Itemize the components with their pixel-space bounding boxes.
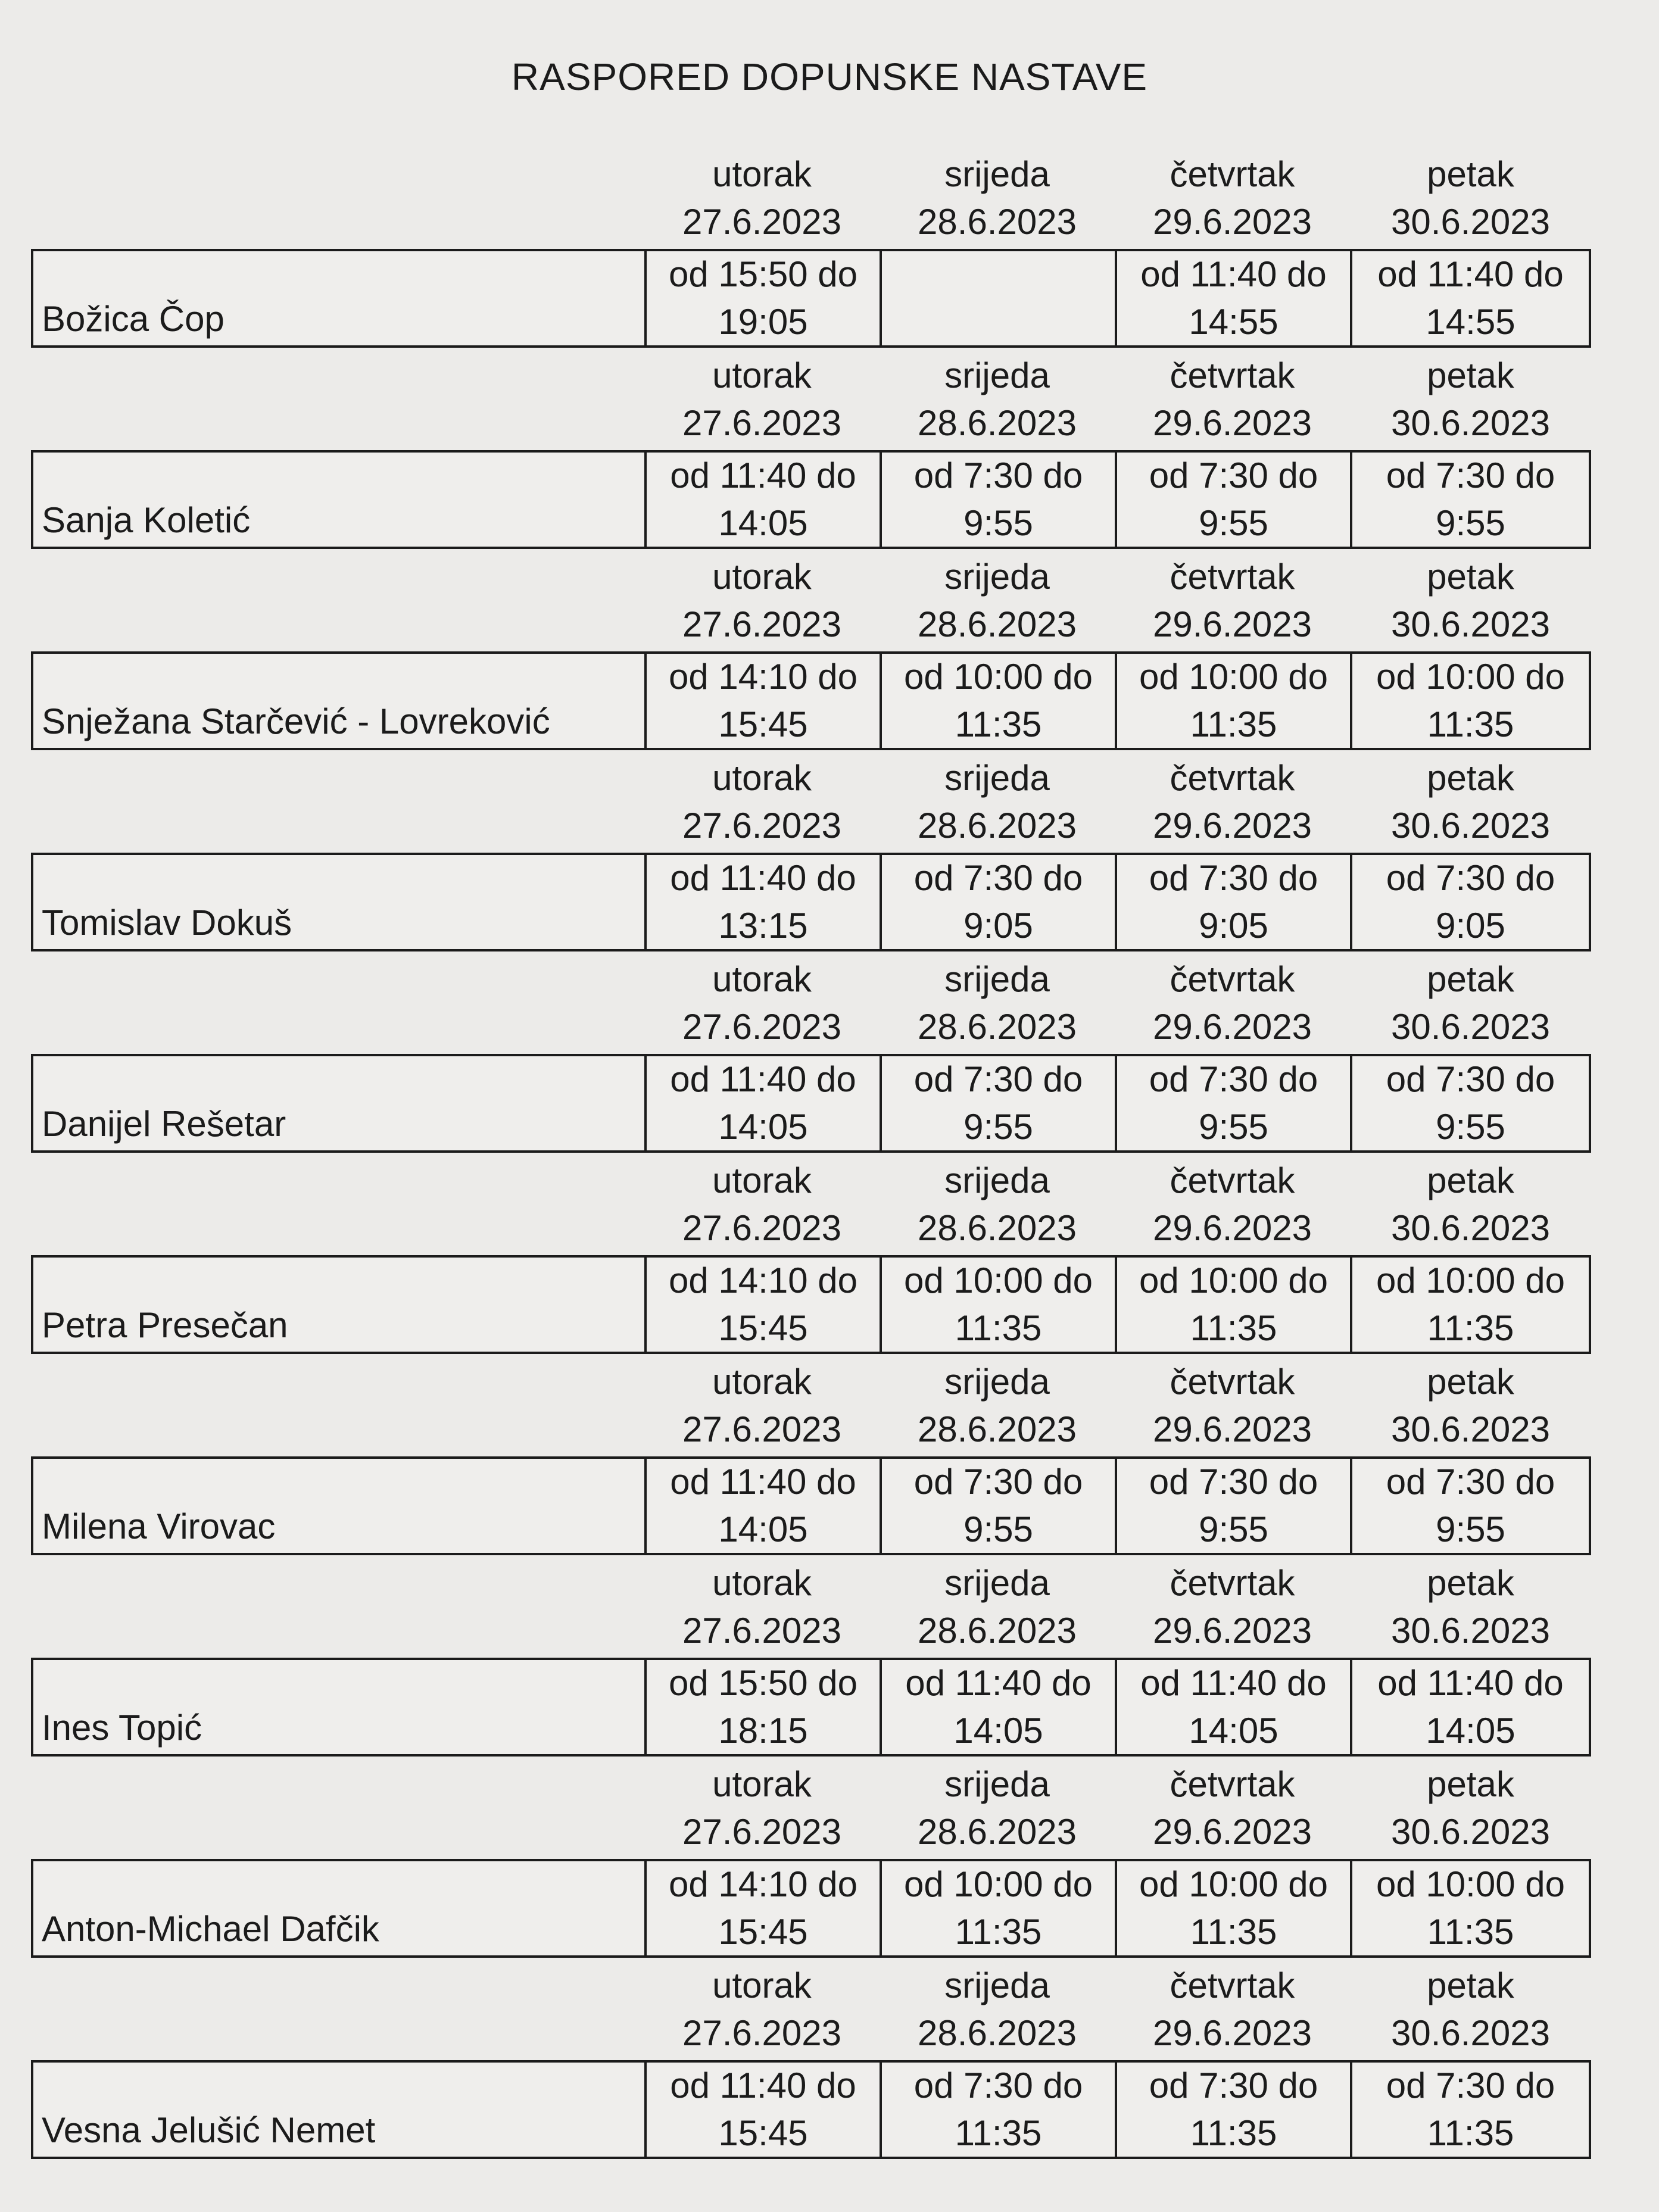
schedule-block <box>31 1558 1591 1759</box>
time-to: 19:05 <box>718 302 808 342</box>
day-header <box>644 1356 880 1455</box>
day-date: 28.6.2023 <box>918 2013 1077 2053</box>
day-header <box>880 350 1115 449</box>
time-from: od 7:30 do <box>913 2066 1083 2105</box>
day-name: četvrtak <box>1170 1160 1295 1200</box>
time-slot-cell <box>880 1258 1115 1352</box>
time-from: od 10:00 do <box>904 1864 1093 1904</box>
time-from: od 10:00 do <box>1376 1261 1565 1300</box>
teacher-name: Danijel Rešetar <box>42 1104 286 1144</box>
teacher-row <box>31 1859 1591 1958</box>
day-name: petak <box>1427 557 1514 597</box>
teacher-row <box>31 1658 1591 1757</box>
time-to: 9:55 <box>1199 1107 1268 1147</box>
teacher-name: Snježana Starčević - Lovreković <box>42 701 550 741</box>
time-slot-cell <box>880 453 1115 547</box>
day-header <box>1115 1960 1350 2059</box>
day-header <box>1350 149 1591 248</box>
time-slot-cell <box>644 855 880 949</box>
time-slot-cell <box>880 654 1115 748</box>
day-date: 27.6.2023 <box>682 1812 841 1852</box>
day-date: 28.6.2023 <box>918 1611 1077 1651</box>
day-name: četvrtak <box>1170 959 1295 999</box>
day-date: 29.6.2023 <box>1153 806 1312 846</box>
time-from: od 15:50 do <box>669 254 857 294</box>
schedule-block <box>31 753 1591 954</box>
time-from: od 11:40 do <box>905 1663 1092 1703</box>
time-to: 9:55 <box>1436 1509 1505 1549</box>
time-to: 11:35 <box>1427 704 1514 744</box>
day-name: utorak <box>712 1764 812 1804</box>
day-header <box>1115 149 1350 248</box>
time-from: od 11:40 do <box>670 858 856 898</box>
schedule-block <box>31 149 1591 350</box>
day-date: 27.6.2023 <box>682 202 841 242</box>
teacher-row <box>31 1255 1591 1354</box>
teacher-name: Ines Topić <box>42 1708 202 1748</box>
time-to: 14:55 <box>1426 302 1515 342</box>
day-header <box>1350 753 1591 851</box>
time-slot-cell <box>880 1056 1115 1150</box>
day-date: 27.6.2023 <box>682 1208 841 1248</box>
day-name: petak <box>1427 355 1514 395</box>
time-slot-cell <box>1115 855 1350 949</box>
time-to: 13:15 <box>718 906 808 946</box>
day-date: 28.6.2023 <box>918 806 1077 846</box>
day-header <box>644 350 880 449</box>
day-date: 30.6.2023 <box>1391 403 1550 443</box>
time-to: 9:55 <box>963 1509 1033 1549</box>
day-name: utorak <box>712 758 812 798</box>
time-to: 14:05 <box>718 1107 808 1147</box>
document-title: RASPORED DOPUNSKE NASTAVE <box>511 55 1148 98</box>
time-from: od 7:30 do <box>1149 2066 1318 2105</box>
time-slot-cell <box>1350 1258 1589 1352</box>
time-slot-cell <box>880 1660 1115 1754</box>
schedule-block <box>31 1960 1591 2161</box>
day-header <box>644 753 880 851</box>
day-date: 27.6.2023 <box>682 1611 841 1651</box>
day-header <box>1350 1558 1591 1656</box>
time-slot-cell <box>644 1258 880 1352</box>
teacher-row <box>31 2060 1591 2159</box>
time-to: 11:35 <box>955 1308 1042 1348</box>
day-header <box>1115 1759 1350 1858</box>
day-date: 30.6.2023 <box>1391 1611 1550 1651</box>
time-slot-cell <box>880 251 1115 345</box>
time-to: 9:55 <box>1199 503 1268 543</box>
day-name: utorak <box>712 557 812 597</box>
day-header <box>1115 551 1350 650</box>
day-date: 29.6.2023 <box>1153 1208 1312 1248</box>
day-date: 30.6.2023 <box>1391 202 1550 242</box>
day-date: 30.6.2023 <box>1391 806 1550 846</box>
day-name: petak <box>1427 154 1514 194</box>
time-slot-cell <box>1115 1459 1350 1553</box>
teacher-name: Sanja Koletić <box>42 500 251 540</box>
day-date: 30.6.2023 <box>1391 2013 1550 2053</box>
schedule-block <box>31 551 1591 753</box>
day-header <box>880 1960 1115 2059</box>
day-name: utorak <box>712 154 812 194</box>
day-header <box>1350 1759 1591 1858</box>
time-slot-cell <box>1350 2063 1589 2157</box>
time-from: od 7:30 do <box>1149 1462 1318 1502</box>
day-name: srijeda <box>944 557 1050 597</box>
time-from: od 11:40 do <box>1140 254 1327 294</box>
time-to: 11:35 <box>955 1912 1042 1952</box>
time-from: od 7:30 do <box>1149 858 1318 898</box>
time-slot-cell <box>1350 453 1589 547</box>
day-name: srijeda <box>944 154 1050 194</box>
time-to: 15:45 <box>718 704 808 744</box>
teacher-name: Božica Čop <box>42 299 224 339</box>
day-date: 27.6.2023 <box>682 604 841 644</box>
day-name: petak <box>1427 1362 1514 1402</box>
time-to: 11:35 <box>1190 1912 1277 1952</box>
day-date: 30.6.2023 <box>1391 1812 1550 1852</box>
time-from: od 11:40 do <box>1377 1663 1564 1703</box>
day-name: četvrtak <box>1170 557 1295 597</box>
time-from: od 10:00 do <box>1139 1261 1328 1300</box>
day-date: 28.6.2023 <box>918 1208 1077 1248</box>
time-slot-cell <box>644 453 880 547</box>
time-to: 18:15 <box>718 1711 808 1751</box>
day-header <box>1115 350 1350 449</box>
time-from: od 14:10 do <box>669 1261 857 1300</box>
day-name: četvrtak <box>1170 758 1295 798</box>
time-slot-cell <box>1350 1056 1589 1150</box>
teacher-row <box>31 1456 1591 1555</box>
day-date: 28.6.2023 <box>918 1812 1077 1852</box>
teacher-name: Anton-Michael Dafčik <box>42 1909 379 1949</box>
day-header <box>644 551 880 650</box>
time-slot-cell <box>1115 1056 1350 1150</box>
time-slot-cell <box>1115 453 1350 547</box>
teacher-row <box>31 853 1591 951</box>
time-to: 9:55 <box>1199 1509 1268 1549</box>
time-to: 15:45 <box>718 1912 808 1952</box>
day-header <box>644 149 880 248</box>
time-from: od 10:00 do <box>1139 657 1328 697</box>
schedule-block <box>31 1759 1591 1960</box>
day-date: 27.6.2023 <box>682 806 841 846</box>
day-name: utorak <box>712 1362 812 1402</box>
day-header <box>880 1759 1115 1858</box>
day-date: 29.6.2023 <box>1153 1812 1312 1852</box>
day-date: 29.6.2023 <box>1153 1007 1312 1047</box>
day-header <box>880 551 1115 650</box>
time-to: 11:35 <box>1190 2113 1277 2153</box>
time-slot-cell <box>1350 1660 1589 1754</box>
teacher-row <box>31 651 1591 750</box>
time-to: 11:35 <box>1190 1308 1277 1348</box>
time-slot-cell <box>644 251 880 345</box>
day-name: petak <box>1427 758 1514 798</box>
day-header <box>644 954 880 1053</box>
day-header <box>644 1558 880 1656</box>
day-name: petak <box>1427 1764 1514 1804</box>
time-slot-cell <box>644 2063 880 2157</box>
day-date: 28.6.2023 <box>918 1409 1077 1449</box>
day-header <box>1350 1356 1591 1455</box>
time-slot-cell <box>1350 855 1589 949</box>
day-header <box>880 149 1115 248</box>
day-date: 28.6.2023 <box>918 604 1077 644</box>
time-to: 9:05 <box>1436 906 1505 946</box>
time-to: 14:55 <box>1189 302 1278 342</box>
time-from: od 10:00 do <box>904 657 1093 697</box>
day-header <box>1115 1356 1350 1455</box>
time-to: 11:35 <box>1427 2113 1514 2153</box>
schedule-block <box>31 954 1591 1155</box>
day-name: srijeda <box>944 1764 1050 1804</box>
time-from: od 11:40 do <box>670 1059 856 1099</box>
day-name: utorak <box>712 355 812 395</box>
day-date: 29.6.2023 <box>1153 403 1312 443</box>
time-slot-cell <box>644 654 880 748</box>
time-from: od 11:40 do <box>1377 254 1564 294</box>
schedule-block <box>31 350 1591 551</box>
day-name: četvrtak <box>1170 355 1295 395</box>
time-to: 14:05 <box>718 1509 808 1549</box>
time-slot-cell <box>1350 251 1589 345</box>
time-to: 11:35 <box>1427 1912 1514 1952</box>
day-name: srijeda <box>944 758 1050 798</box>
day-name: četvrtak <box>1170 1563 1295 1603</box>
day-name: srijeda <box>944 1563 1050 1603</box>
time-slot-cell <box>1350 654 1589 748</box>
time-from: od 10:00 do <box>1139 1864 1328 1904</box>
day-date: 28.6.2023 <box>918 202 1077 242</box>
time-from: od 7:30 do <box>913 455 1083 495</box>
time-slot-cell <box>644 1056 880 1150</box>
day-name: četvrtak <box>1170 1764 1295 1804</box>
time-from: od 7:30 do <box>1149 455 1318 495</box>
day-name: petak <box>1427 1965 1514 2005</box>
time-from: od 15:50 do <box>669 1663 857 1703</box>
time-from: od 14:10 do <box>669 1864 857 1904</box>
day-name: utorak <box>712 1965 812 2005</box>
day-name: utorak <box>712 1160 812 1200</box>
teacher-row <box>31 249 1591 348</box>
time-to: 15:45 <box>718 1308 808 1348</box>
day-name: utorak <box>712 1563 812 1603</box>
day-date: 27.6.2023 <box>682 2013 841 2053</box>
time-slot-cell <box>1350 1861 1589 1955</box>
day-date: 28.6.2023 <box>918 403 1077 443</box>
time-from: od 7:30 do <box>1386 455 1555 495</box>
day-name: petak <box>1427 959 1514 999</box>
time-from: od 10:00 do <box>1376 657 1565 697</box>
day-header <box>1350 1960 1591 2059</box>
schedule-block <box>31 1155 1591 1356</box>
time-slot-cell <box>880 1459 1115 1553</box>
time-from: od 7:30 do <box>913 858 1083 898</box>
day-header <box>880 753 1115 851</box>
time-slot-cell <box>644 1660 880 1754</box>
time-slot-cell <box>1115 654 1350 748</box>
time-to: 14:05 <box>718 503 808 543</box>
day-header <box>1350 1155 1591 1254</box>
teacher-name: Tomislav Dokuš <box>42 903 292 943</box>
time-from: od 11:40 do <box>670 455 856 495</box>
day-name: srijeda <box>944 959 1050 999</box>
time-slot-cell <box>1115 1258 1350 1352</box>
teacher-name: Milena Virovac <box>42 1506 276 1546</box>
time-from: od 7:30 do <box>1386 1462 1555 1502</box>
time-slot-cell <box>1115 2063 1350 2157</box>
day-name: petak <box>1427 1160 1514 1200</box>
time-slot-cell <box>1115 1660 1350 1754</box>
day-date: 27.6.2023 <box>682 403 841 443</box>
time-from: od 11:40 do <box>1140 1663 1327 1703</box>
time-from: od 14:10 do <box>669 657 857 697</box>
teacher-name: Vesna Jelušić Nemet <box>42 2110 376 2150</box>
teacher-row <box>31 450 1591 549</box>
day-date: 29.6.2023 <box>1153 2013 1312 2053</box>
time-to: 11:35 <box>955 704 1042 744</box>
day-date: 30.6.2023 <box>1391 1409 1550 1449</box>
day-name: utorak <box>712 959 812 999</box>
day-name: srijeda <box>944 1362 1050 1402</box>
day-name: četvrtak <box>1170 1362 1295 1402</box>
time-from: od 7:30 do <box>1386 1059 1555 1099</box>
day-date: 29.6.2023 <box>1153 1611 1312 1651</box>
day-name: srijeda <box>944 355 1050 395</box>
time-from: od 7:30 do <box>913 1059 1083 1099</box>
day-header <box>644 1759 880 1858</box>
day-name: srijeda <box>944 1160 1050 1200</box>
time-to: 14:05 <box>1189 1711 1278 1751</box>
day-date: 29.6.2023 <box>1153 1409 1312 1449</box>
time-slot-cell <box>1115 1861 1350 1955</box>
time-from: od 10:00 do <box>904 1261 1093 1300</box>
time-from: od 11:40 do <box>670 2066 856 2105</box>
day-date: 27.6.2023 <box>682 1409 841 1449</box>
time-to: 11:35 <box>1427 1308 1514 1348</box>
day-header <box>1115 753 1350 851</box>
time-slot-cell <box>880 1861 1115 1955</box>
day-date: 27.6.2023 <box>682 1007 841 1047</box>
time-from: od 11:40 do <box>670 1462 856 1502</box>
time-from: od 7:30 do <box>913 1462 1083 1502</box>
time-to: 9:55 <box>1436 503 1505 543</box>
time-slot-cell <box>644 1861 880 1955</box>
day-header <box>1350 954 1591 1053</box>
day-date: 29.6.2023 <box>1153 604 1312 644</box>
day-name: petak <box>1427 1563 1514 1603</box>
time-to: 9:05 <box>963 906 1033 946</box>
time-from: od 7:30 do <box>1386 858 1555 898</box>
time-slot-cell <box>1115 251 1350 345</box>
time-to: 11:35 <box>1190 704 1277 744</box>
day-header <box>644 1155 880 1254</box>
day-date: 28.6.2023 <box>918 1007 1077 1047</box>
time-from: od 7:30 do <box>1386 2066 1555 2105</box>
day-header <box>644 1960 880 2059</box>
schedule-block <box>31 1356 1591 1558</box>
day-header <box>1350 350 1591 449</box>
day-header <box>880 1155 1115 1254</box>
day-header <box>1350 551 1591 650</box>
time-from: od 7:30 do <box>1149 1059 1318 1099</box>
time-to: 11:35 <box>955 2113 1042 2153</box>
time-to: 9:55 <box>963 1107 1033 1147</box>
day-date: 30.6.2023 <box>1391 1007 1550 1047</box>
day-header <box>880 1356 1115 1455</box>
day-header <box>1115 1558 1350 1656</box>
day-date: 30.6.2023 <box>1391 604 1550 644</box>
time-to: 15:45 <box>718 2113 808 2153</box>
time-slot-cell <box>644 1459 880 1553</box>
teacher-row <box>31 1054 1591 1153</box>
time-from: od 10:00 do <box>1376 1864 1565 1904</box>
time-slot-cell <box>880 855 1115 949</box>
time-to: 9:05 <box>1199 906 1268 946</box>
day-name: četvrtak <box>1170 154 1295 194</box>
day-header <box>880 954 1115 1053</box>
day-header <box>1115 954 1350 1053</box>
day-name: četvrtak <box>1170 1965 1295 2005</box>
time-to: 9:55 <box>1436 1107 1505 1147</box>
day-header <box>1115 1155 1350 1254</box>
time-to: 9:55 <box>963 503 1033 543</box>
day-date: 29.6.2023 <box>1153 202 1312 242</box>
time-slot-cell <box>1350 1459 1589 1553</box>
teacher-name: Petra Presečan <box>42 1305 288 1345</box>
time-to: 14:05 <box>1426 1711 1515 1751</box>
day-header <box>880 1558 1115 1656</box>
day-date: 30.6.2023 <box>1391 1208 1550 1248</box>
day-name: srijeda <box>944 1965 1050 2005</box>
time-to: 14:05 <box>953 1711 1043 1751</box>
time-slot-cell <box>880 2063 1115 2157</box>
